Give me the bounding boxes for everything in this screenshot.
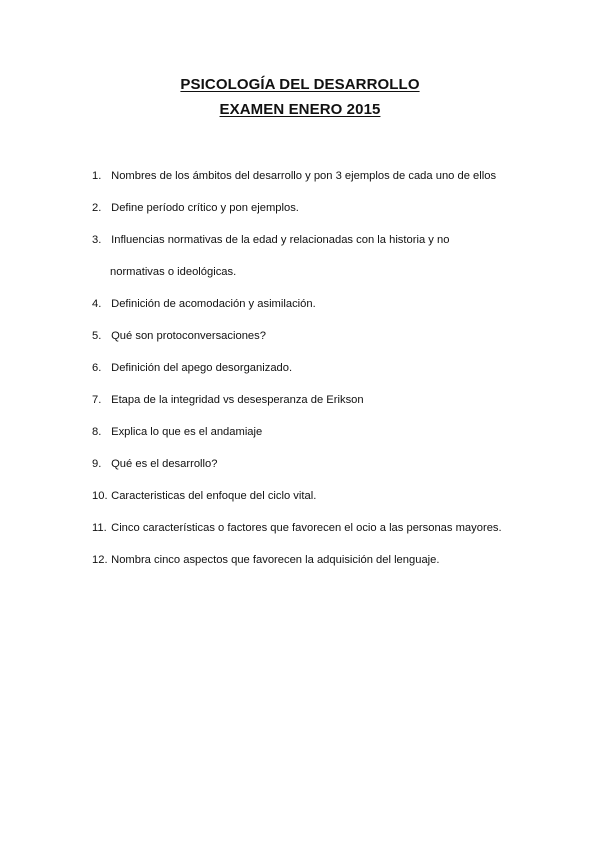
question-text: Nombres de los ámbitos del desarrollo y pon 3 ejemplos de cada uno de ellos <box>111 170 497 182</box>
document-subtitle: EXAMEN ENERO 2015 <box>219 101 381 118</box>
question-item-5 <box>92 328 572 344</box>
question-number: 7. <box>92 394 102 406</box>
question-text: Explica lo que es el andamiaje <box>111 426 263 438</box>
question-item-9 <box>92 456 572 472</box>
question-number: 8. <box>92 426 102 438</box>
question-text: Cinco características o factores que favorecen el ocio a las personas mayores. <box>111 522 502 534</box>
question-text: Caracteristicas del enfoque del ciclo vital. <box>111 490 317 502</box>
question-text: Definición de acomodación y asimilación. <box>111 298 316 310</box>
question-text: Etapa de la integridad vs desesperanza de Erikson <box>111 394 364 406</box>
question-number: 4. <box>92 298 102 310</box>
question-text: Qué es el desarrollo? <box>111 458 218 470</box>
question-item-4 <box>92 296 572 312</box>
question-item-8 <box>92 424 572 440</box>
question-item-3-continuation: normativas o ideológicas. <box>110 266 237 278</box>
question-text: Definición del apego desorganizado. <box>111 362 293 374</box>
question-number: 2. <box>92 202 102 214</box>
question-item-11 <box>92 520 572 536</box>
question-item-3 <box>92 232 572 248</box>
question-text: Define período crítico y pon ejemplos. <box>111 202 299 214</box>
question-text: Influencias normativas de la edad y relacionadas con la historia y no <box>111 234 450 246</box>
question-item-1 <box>92 168 572 184</box>
question-number: 9. <box>92 458 102 470</box>
question-number: 3. <box>92 234 102 246</box>
question-item-12 <box>92 552 572 568</box>
question-number: 12. <box>92 554 108 566</box>
question-number: 10. <box>92 490 108 502</box>
question-item-7 <box>92 392 572 408</box>
question-item-2 <box>92 200 572 216</box>
document-title: PSICOLOGÍA DEL DESARROLLO <box>180 76 420 93</box>
question-number: 11. <box>92 522 107 534</box>
question-number: 1. <box>92 170 102 182</box>
question-item-10 <box>92 488 572 504</box>
question-text: Nombra cinco aspectos que favorecen la adquisición del lenguaje. <box>111 554 440 566</box>
question-text: Qué son protoconversaciones? <box>111 330 266 342</box>
question-number: 5. <box>92 330 102 342</box>
question-number: 6. <box>92 362 102 374</box>
question-item-6 <box>92 360 572 376</box>
